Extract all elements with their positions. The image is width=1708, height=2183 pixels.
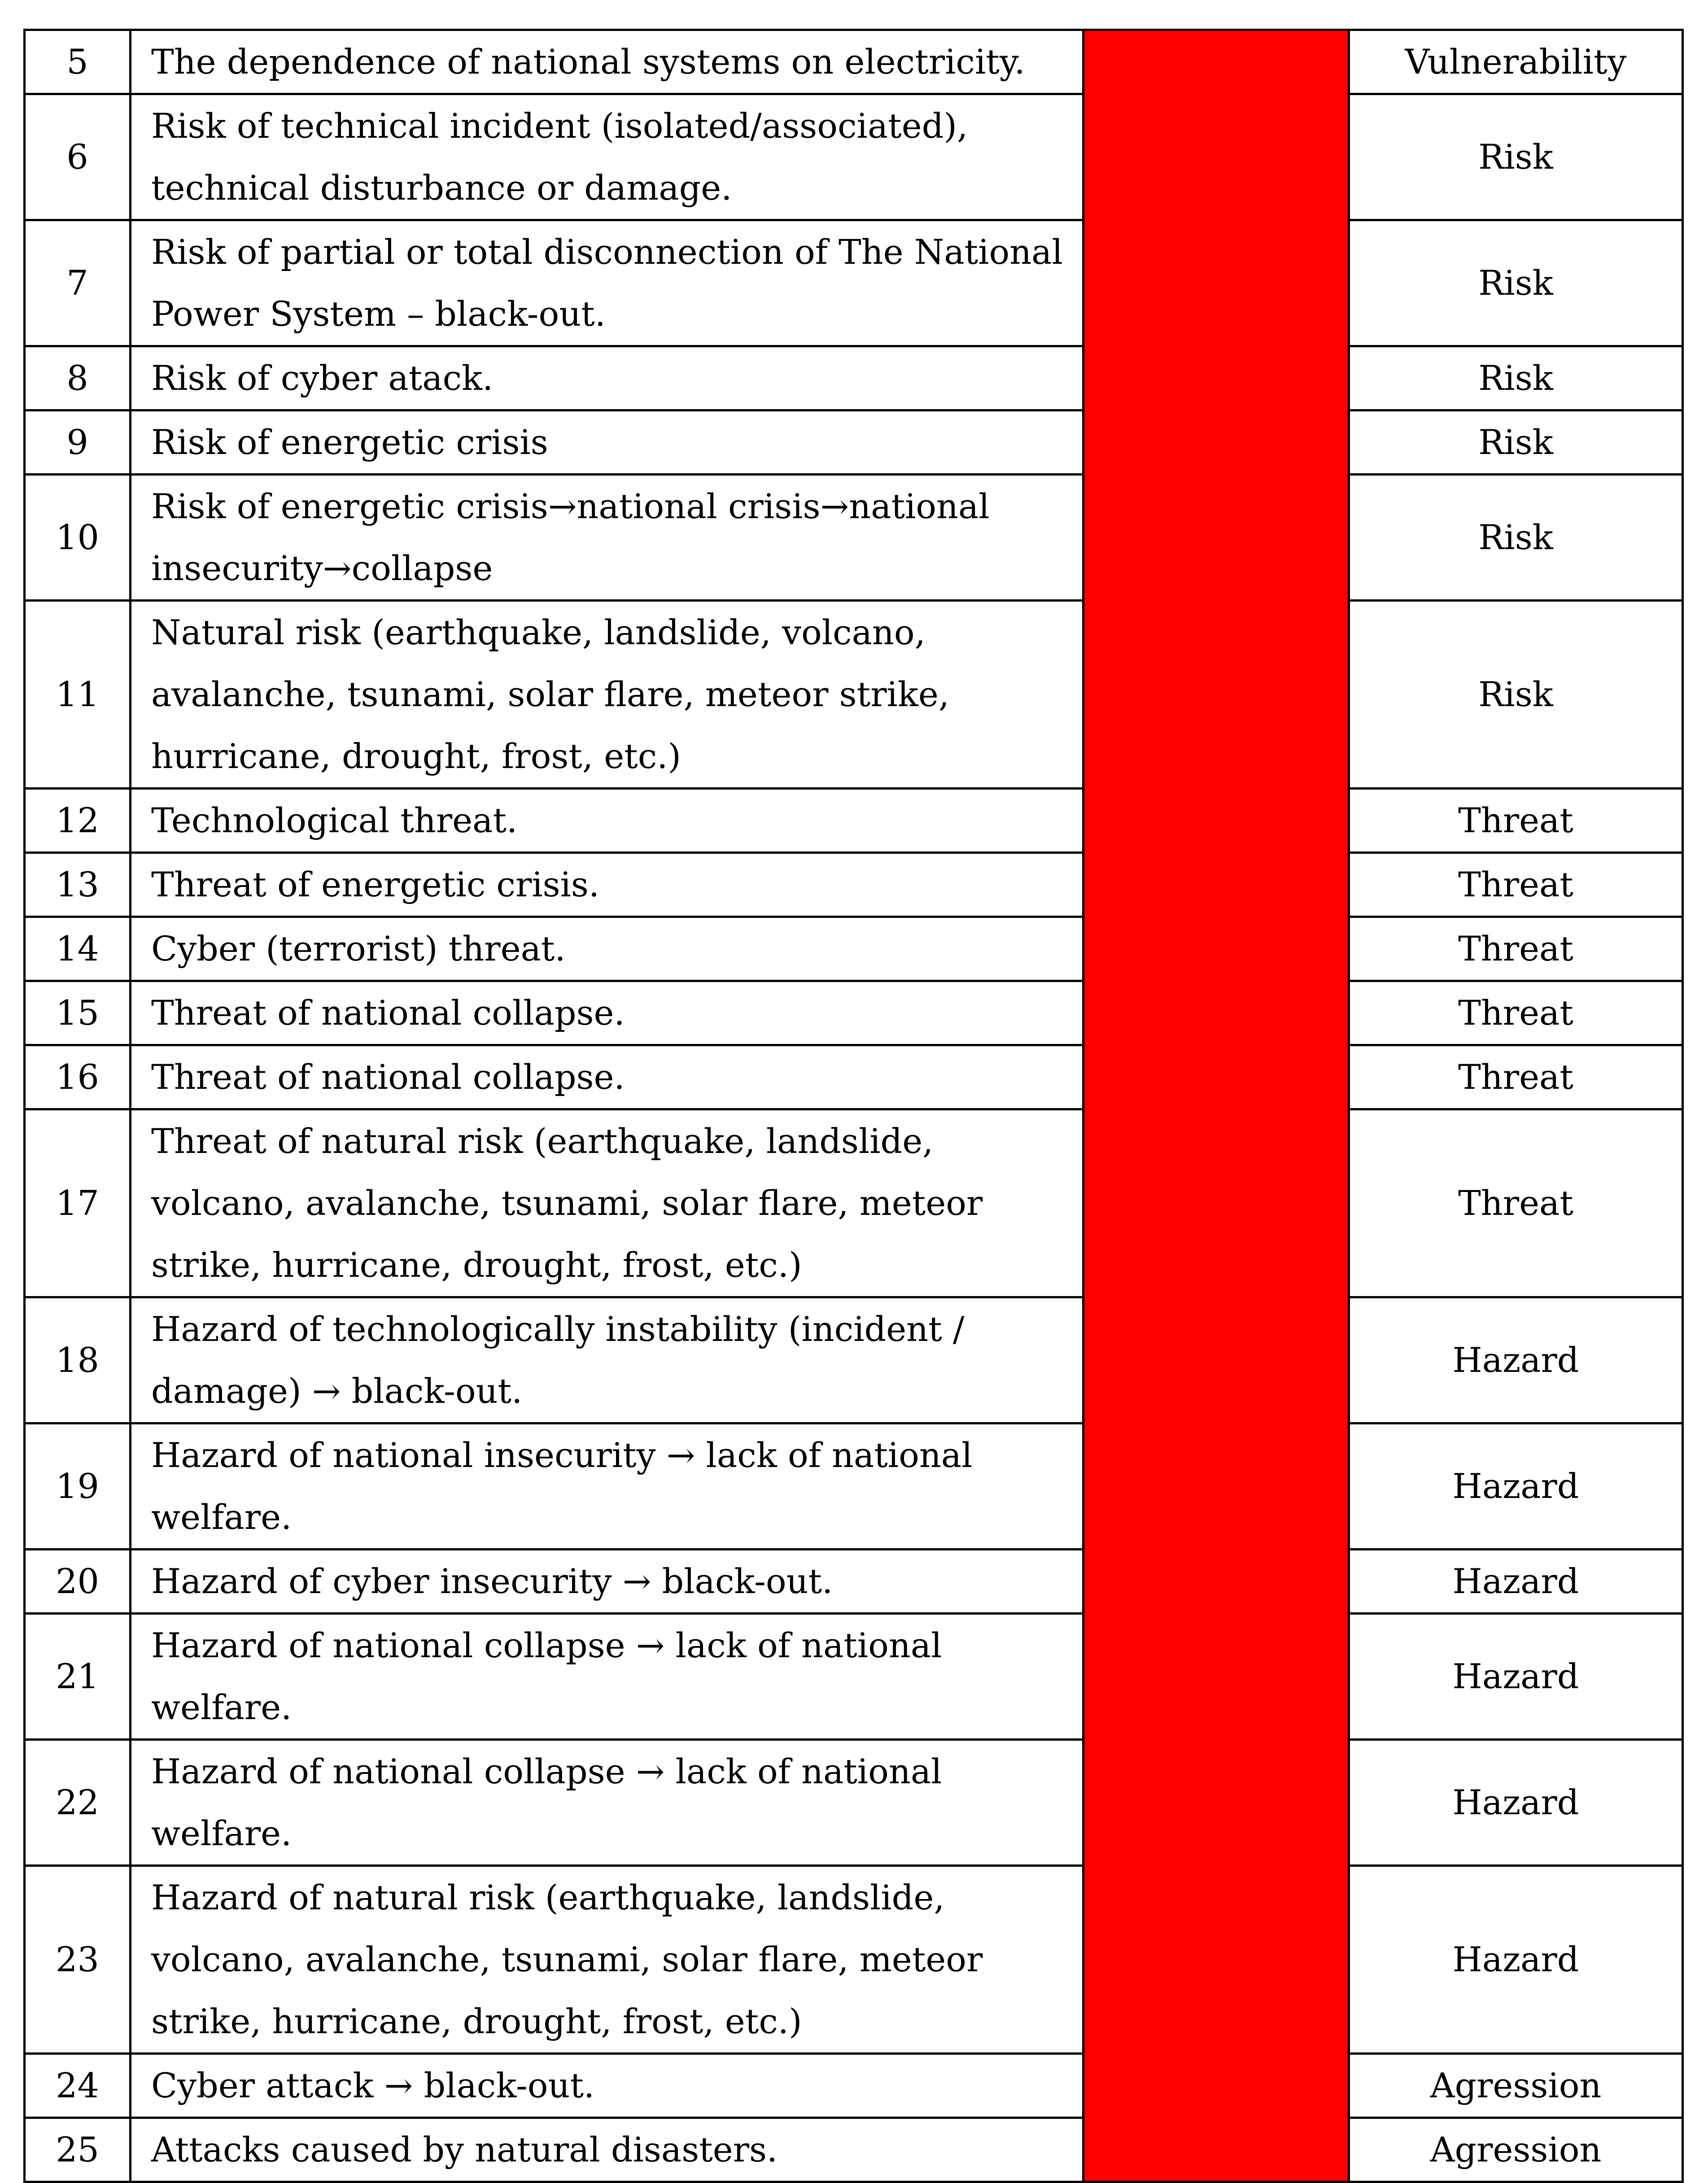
row-category: Hazard: [1349, 1550, 1683, 1614]
row-number: 15: [25, 981, 131, 1045]
row-description: Hazard of cyber insecurity → black-out.: [131, 1550, 1083, 1614]
row-category: Threat: [1349, 917, 1683, 981]
row-description: Cyber (terrorist) threat.: [131, 917, 1083, 981]
row-category: Hazard: [1349, 1297, 1683, 1423]
row-category: Risk: [1349, 410, 1683, 475]
row-number: 5: [25, 30, 131, 94]
table-row: [25, 853, 1683, 917]
row-number: 19: [25, 1423, 131, 1550]
table-row: [25, 2118, 1683, 2182]
table-row: [25, 346, 1683, 410]
row-description: Risk of energetic crisis: [131, 410, 1083, 475]
row-description: Threat of natural risk (earthquake, landslide, volcano, avalanche, tsunami, solar flare, meteor strike, hurricane, drought, frost, etc.): [131, 1109, 1083, 1297]
table-row: [25, 1550, 1683, 1614]
row-description: Cyber attack → black-out.: [131, 2054, 1083, 2118]
row-description: Hazard of national collapse → lack of national welfare.: [131, 1740, 1083, 1866]
table-row: [25, 2054, 1683, 2118]
row-description: Risk of partial or total disconnection of The National Power System – black-out.: [131, 220, 1083, 346]
row-number: 18: [25, 1297, 131, 1423]
row-description: Hazard of national insecurity → lack of national welfare.: [131, 1423, 1083, 1550]
row-category: Hazard: [1349, 1614, 1683, 1740]
row-description: The dependence of national systems on electricity.: [131, 30, 1083, 94]
row-category: Threat: [1349, 853, 1683, 917]
row-number: 20: [25, 1550, 131, 1614]
row-number: 10: [25, 475, 131, 601]
table-row: [25, 410, 1683, 475]
table-row: [25, 30, 1683, 94]
row-category: Hazard: [1349, 1740, 1683, 1866]
table-row: [25, 1109, 1683, 1297]
row-description: Hazard of national collapse → lack of national welfare.: [131, 1614, 1083, 1740]
risk-table: [23, 29, 1684, 2183]
row-number: 16: [25, 1045, 131, 1109]
row-category: Hazard: [1349, 1423, 1683, 1550]
table-row: [25, 475, 1683, 601]
row-description: Attacks caused by natural disasters.: [131, 2118, 1083, 2182]
table-row: [25, 1297, 1683, 1423]
table-row: [25, 601, 1683, 789]
row-category: Threat: [1349, 1109, 1683, 1297]
row-number: 25: [25, 2118, 131, 2182]
row-number: 21: [25, 1614, 131, 1740]
table-row: [25, 917, 1683, 981]
row-number: 8: [25, 346, 131, 410]
table-row: [25, 789, 1683, 853]
table-row: [25, 1423, 1683, 1550]
table-row: [25, 981, 1683, 1045]
row-description: Technological threat.: [131, 789, 1083, 853]
row-number: 24: [25, 2054, 131, 2118]
row-category: Risk: [1349, 94, 1683, 220]
row-description: Risk of technical incident (isolated/associated), technical disturbance or damage.: [131, 94, 1083, 220]
row-number: 23: [25, 1866, 131, 2054]
severity-bar: [1083, 30, 1349, 2182]
row-number: 12: [25, 789, 131, 853]
row-category: Risk: [1349, 475, 1683, 601]
row-number: 7: [25, 220, 131, 346]
table-row: [25, 94, 1683, 220]
row-description: Risk of cyber atack.: [131, 346, 1083, 410]
risk-table-body: [25, 30, 1683, 2182]
row-number: 6: [25, 94, 131, 220]
row-category: Agression: [1349, 2118, 1683, 2182]
row-description: Natural risk (earthquake, landslide, volcano, avalanche, tsunami, solar flare, meteor strike, hurricane, drought, frost, etc.): [131, 601, 1083, 789]
row-description: Hazard of technologically instability (incident / damage) → black-out.: [131, 1297, 1083, 1423]
row-number: 9: [25, 410, 131, 475]
row-description: Threat of energetic crisis.: [131, 853, 1083, 917]
row-number: 11: [25, 601, 131, 789]
table-row: [25, 1045, 1683, 1109]
row-description: Threat of national collapse.: [131, 981, 1083, 1045]
table-row: [25, 1866, 1683, 2054]
row-category: Risk: [1349, 601, 1683, 789]
row-category: Threat: [1349, 981, 1683, 1045]
row-number: 13: [25, 853, 131, 917]
row-description: Threat of national collapse.: [131, 1045, 1083, 1109]
table-row: [25, 220, 1683, 346]
row-category: Hazard: [1349, 1866, 1683, 2054]
row-category: Risk: [1349, 220, 1683, 346]
row-description: Hazard of natural risk (earthquake, landslide, volcano, avalanche, tsunami, solar flare, meteor strike, hurricane, drought, frost, etc.): [131, 1866, 1083, 2054]
row-description: Risk of energetic crisis→national crisis→national insecurity→collapse: [131, 475, 1083, 601]
row-category: Risk: [1349, 346, 1683, 410]
row-category: Agression: [1349, 2054, 1683, 2118]
row-category: Threat: [1349, 1045, 1683, 1109]
table-row: [25, 1614, 1683, 1740]
table-row: [25, 1740, 1683, 1866]
row-number: 14: [25, 917, 131, 981]
row-number: 22: [25, 1740, 131, 1866]
row-category: Threat: [1349, 789, 1683, 853]
row-number: 17: [25, 1109, 131, 1297]
row-category: Vulnerability: [1349, 30, 1683, 94]
